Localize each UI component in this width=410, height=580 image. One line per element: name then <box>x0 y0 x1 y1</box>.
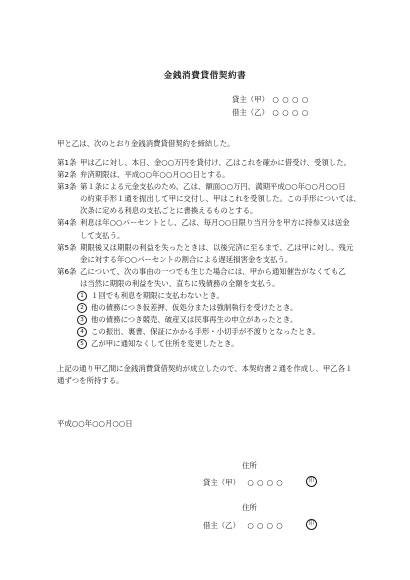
closing-line: 上記の通り甲乙間に金銭消費貸借契約が成立したので、本契約書２通を作成し、甲乙各１ <box>57 364 353 373</box>
contract-date: 平成○○年○○月○○日 <box>57 419 133 428</box>
article-label: 第3条 <box>57 182 77 192</box>
article-3-cont: 次条に定める利息の支払ごとに書換えるものとする。 <box>80 206 258 216</box>
article-text: 期限後又は期限の利益を失ったときは、以後完済に至るまで、乙は甲に対し、残元 <box>80 242 354 252</box>
document-title: 金銭消費貸借契約書 <box>163 71 247 81</box>
party-lender-label: 貸主（甲） <box>232 95 269 104</box>
article-5 <box>57 242 357 254</box>
circled-number: 5 <box>77 339 87 349</box>
lender-address-label: 住所 <box>242 461 257 470</box>
lender-seal-mark: 印 <box>306 476 317 487</box>
clause-text: この振出、裏書、保証にかかる手形・小切手が不渡りとなったとき。 <box>91 327 320 337</box>
clause-text: 他の債務につき仮差押、仮処分または強制執行を受けたとき。 <box>91 303 298 313</box>
clause-text: 乙が甲に通知なくして住所を変更したとき。 <box>91 339 239 349</box>
article-6 <box>57 266 357 278</box>
article-3 <box>57 181 357 193</box>
article-2 <box>57 169 357 181</box>
circled-number: 3 <box>77 315 87 325</box>
borrower-signature-line <box>203 520 286 531</box>
intro-text: 甲と乙は、次のとおり金銭消費貸借契約を締結した。 <box>57 139 235 148</box>
article-4 <box>57 217 357 229</box>
clause-text: 他の債務につき競売、破産又は民事再生の申立があったとき。 <box>91 315 298 325</box>
article-label: 第4条 <box>57 218 77 228</box>
circled-number: 2 <box>77 303 87 313</box>
article-4-cont: して支払う。 <box>80 230 125 240</box>
clause-item <box>57 326 357 338</box>
borrower-signature-value: ○○○○ <box>247 521 286 530</box>
article-text: 第１条による元金支払のため、乙は、額面○○万円、満期平成○○年○○月○○日 <box>80 182 346 192</box>
article-text: 利息は年○○パーセントとし、乙は、毎月○○日限り当月分を甲方に持参又は送金 <box>80 218 350 228</box>
article-1 <box>57 157 357 169</box>
lender-signature-line <box>203 477 286 488</box>
party-borrower-label: 借主（乙） <box>232 108 269 117</box>
party-borrower <box>232 107 312 118</box>
article-3-cont: の約束手形１通を振出して甲に交付し、甲はこれを受領した。この手形については、 <box>80 194 361 204</box>
circled-number: 1 <box>77 291 87 301</box>
clause-item <box>57 302 357 314</box>
clause-item <box>57 314 357 326</box>
closing-paragraph <box>57 363 357 387</box>
article-label: 第2条 <box>57 170 77 180</box>
borrower-signature-label: 借主（乙） <box>203 521 240 530</box>
article-label: 第1条 <box>57 158 77 167</box>
article-text: 乙について、次の事由の一つでも生じた場合には、甲から通知催告がなくても乙 <box>80 266 346 276</box>
clause-text: １回でも利息を期限に支払わないとき。 <box>91 291 224 301</box>
party-borrower-value: ○○○○ <box>272 108 312 117</box>
article-text: 甲は乙に対し、本日、金○○万円を貸付け、乙はこれを確かに借受け、受領した。 <box>80 158 351 167</box>
closing-line: 通ずつを所持する。 <box>57 376 124 386</box>
lender-signature-label: 貸主（甲） <box>203 478 240 487</box>
article-text: 弁済期限は、平成○○年○○月○○日とする。 <box>80 170 230 180</box>
party-lender-value: ○○○○ <box>272 95 312 104</box>
article-5-cont: 金に対する年○○パーセントの割合による遅延損害金を支払う。 <box>80 254 293 264</box>
lender-signature-value: ○○○○ <box>247 478 286 487</box>
article-label: 第6条 <box>57 266 77 276</box>
circled-number: 4 <box>77 327 87 337</box>
clause-item <box>57 290 357 302</box>
articles-section <box>57 157 361 351</box>
article-label: 第5条 <box>57 242 77 252</box>
party-lender <box>232 94 312 105</box>
borrower-address-label: 住所 <box>242 503 257 512</box>
article-6-cont: は当然に期限の利益を失い、直ちに残債務の全額を支払う。 <box>80 278 280 288</box>
borrower-seal-mark: 印 <box>306 519 317 530</box>
clause-item <box>57 338 357 350</box>
